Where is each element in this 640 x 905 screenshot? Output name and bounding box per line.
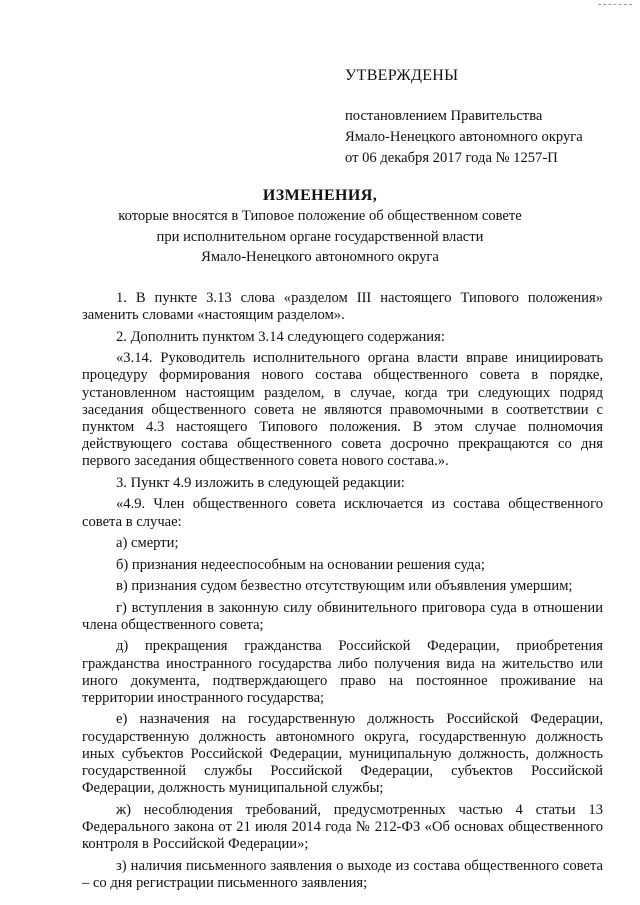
heading-subtitle-line-2: при исполнительном органе государственной власти bbox=[156, 228, 484, 245]
heading-title: ИЗМЕНЕНИЯ, bbox=[262, 187, 378, 204]
paragraph-subitem-b: б) признания недееспособным на основании решения суда; bbox=[116, 556, 485, 573]
paragraph-item-3: 3. Пункт 4.9 изложить в следующей редакции: bbox=[116, 474, 405, 491]
document-body bbox=[82, 290, 603, 896]
paragraph-subitem-g: г) вступления в законную силу обвинительного приговора суда в отношении члена общественного совета; bbox=[82, 599, 603, 633]
document-heading bbox=[0, 186, 640, 268]
approval-line-3: от 06 декабря 2017 года № 1257-П bbox=[345, 150, 558, 166]
approval-block bbox=[345, 66, 625, 169]
paragraph-subitem-v: в) признания судом безвестно отсутствующим или объявления умершим; bbox=[116, 578, 573, 595]
approval-title: УТВЕРЖДЕНЫ bbox=[345, 67, 459, 84]
paragraph-subitem-a: а) смерти; bbox=[116, 535, 179, 552]
paragraph-clause-3-14: «3.14. Руководитель исполнительного органа власти вправе инициировать процедуру формирования нового состава общественного совета в порядке, установленном настоящим разделом, в случае, когда три следующих подряд заседания общественного совета не являются правомочными в соответствии с пунктом 4.3 настоящего Типового положения. В этом случае полномочия действующего состава общественного совета досрочно прекращаются со дня первого заседания общественного совета нового состава.». bbox=[82, 350, 603, 470]
paragraph-subitem-z: з) наличия письменного заявления о выходе из состава общественного совета – со дня регистрации письменного заявления; bbox=[82, 857, 603, 891]
scan-corner-mark bbox=[598, 4, 632, 5]
approval-line-1: постановлением Правительства bbox=[345, 108, 543, 124]
approval-line-2: Ямало-Ненецкого автономного округа bbox=[345, 129, 583, 145]
paragraph-item-2: 2. Дополнить пунктом 3.14 следующего содержания: bbox=[116, 328, 445, 345]
heading-subtitle-line-3: Ямало-Ненецкого автономного округа bbox=[201, 249, 439, 265]
paragraph-subitem-d: д) прекращения гражданства Российской Федерации, приобретения гражданства иностранного государства либо получения вида на жительство или иного документа, подтверждающего право на постоянное проживание на территории иностранного государства; bbox=[82, 638, 603, 706]
paragraph-subitem-e: е) назначения на государственную должность Российской Федерации, государственную должность автономного округа, государственную должность иных субъектов Российской Федерации, муниципальную должность, должность государственной службы Российской Федерации, субъектов Российской Федерации, должность муниципальной службы; bbox=[82, 711, 603, 797]
paragraph-clause-4-9: «4.9. Член общественного совета исключается из состава общественного совета в случае: bbox=[82, 496, 603, 530]
paragraph-item-1: 1. В пункте 3.13 слова «разделом III настоящего Типового положения» заменить словами «настоящим разделом». bbox=[82, 290, 603, 324]
heading-subtitle-line-1: которые вносятся в Типовое положение об общественном совете bbox=[118, 208, 522, 224]
paragraph-subitem-zh: ж) несоблюдения требований, предусмотренных частью 4 статьи 13 Федерального закона от 21 июля 2014 года № 212-ФЗ «Об основах общественного контроля в Российской Федерации»; bbox=[82, 801, 603, 853]
